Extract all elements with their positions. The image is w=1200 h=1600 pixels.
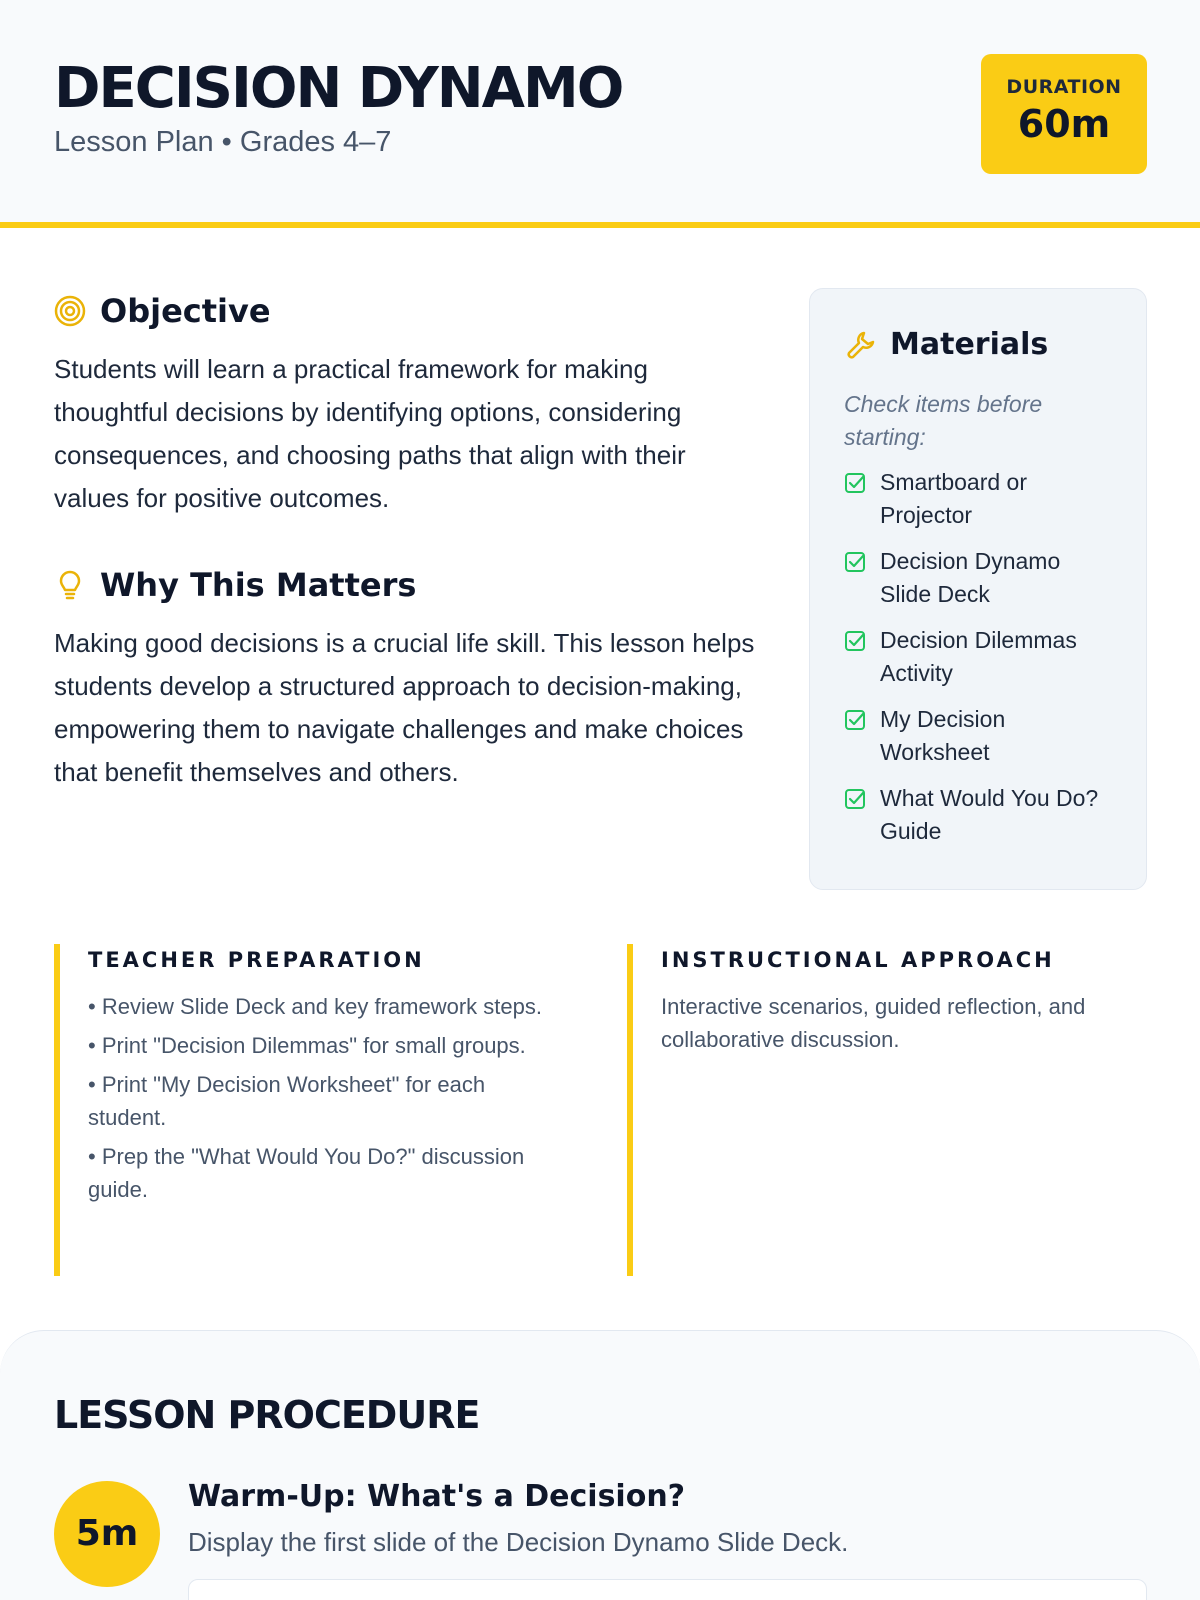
procedure-heading: LESSON PROCEDURE [54,1393,480,1437]
objective-text: Students will learn a practical framework for making thoughtful decisions by identifying options, considering consequences, and choosing paths that align with their values for positive outcomes. [54,354,686,513]
why-title: Why This Matters [100,566,417,604]
checkbox-checked-icon [844,788,866,810]
materials-item-label: Decision Dilemmas Activity [880,627,1077,686]
materials-heading [844,327,1112,362]
approach-column [627,944,1157,1276]
duration-value: 60m [1017,102,1111,146]
checkbox-checked-icon [844,709,866,731]
approach-text: Interactive scenarios, guided reflection, and collaborative discussion. [661,994,1086,1052]
materials-panel [809,288,1147,890]
why-heading [54,566,416,604]
objective-heading [54,292,271,330]
lesson-header [0,0,1200,228]
target-icon [54,295,86,327]
materials-note: Check items before starting: [844,391,1043,450]
materials-item-label: What Would You Do? Guide [880,785,1099,844]
duration-badge [981,54,1147,174]
lesson-subtitle: Lesson Plan • Grades 4–7 [54,126,392,158]
why-text: Making good decisions is a crucial life skill. This lesson helps students develop a structured approach to decision-making, empowering them to navigate challenges and make choices that benefit themselves and others. [54,628,755,787]
checkbox-checked-icon [844,472,866,494]
step-description: Display the first slide of the Decision Dynamo Slide Deck. [188,1527,849,1557]
teacher-prep-list [88,990,564,1206]
step-title: Warm-Up: What's a Decision? [188,1479,686,1514]
teacher-prep-item: • Print "Decision Dilemmas" for small groups. [88,1033,526,1058]
duration-label: DURATION [1006,76,1122,98]
lightbulb-icon [54,569,86,601]
step-detail-card [188,1579,1147,1600]
materials-item [844,782,1112,848]
materials-item-label: My Decision Worksheet [880,706,1006,765]
teacher-prep-item: • Prep the "What Would You Do?" discussion guide. [88,1144,525,1202]
materials-item [844,545,1112,611]
teacher-prep-item: • Print "My Decision Worksheet" for each student. [88,1072,486,1130]
wrench-icon [844,329,876,361]
teacher-prep-item: • Review Slide Deck and key framework steps. [88,994,542,1019]
materials-title: Materials [890,327,1049,362]
teacher-prep-column [54,944,564,1276]
materials-item [844,624,1112,690]
materials-item-label: Smartboard or Projector [880,469,1028,528]
materials-item [844,466,1112,532]
step-time-badge: 5m [54,1481,160,1587]
teacher-prep-heading: TEACHER PREPARATION [88,948,425,972]
materials-item-label: Decision Dynamo Slide Deck [880,548,1061,607]
checkbox-checked-icon [844,630,866,652]
lesson-procedure-section [0,1330,1200,1600]
approach-heading: INSTRUCTIONAL APPROACH [661,948,1055,972]
checkbox-checked-icon [844,551,866,573]
lesson-title: DECISION DYNAMO [54,56,623,121]
materials-list [844,466,1112,848]
materials-item [844,703,1112,769]
objective-title: Objective [100,292,271,330]
